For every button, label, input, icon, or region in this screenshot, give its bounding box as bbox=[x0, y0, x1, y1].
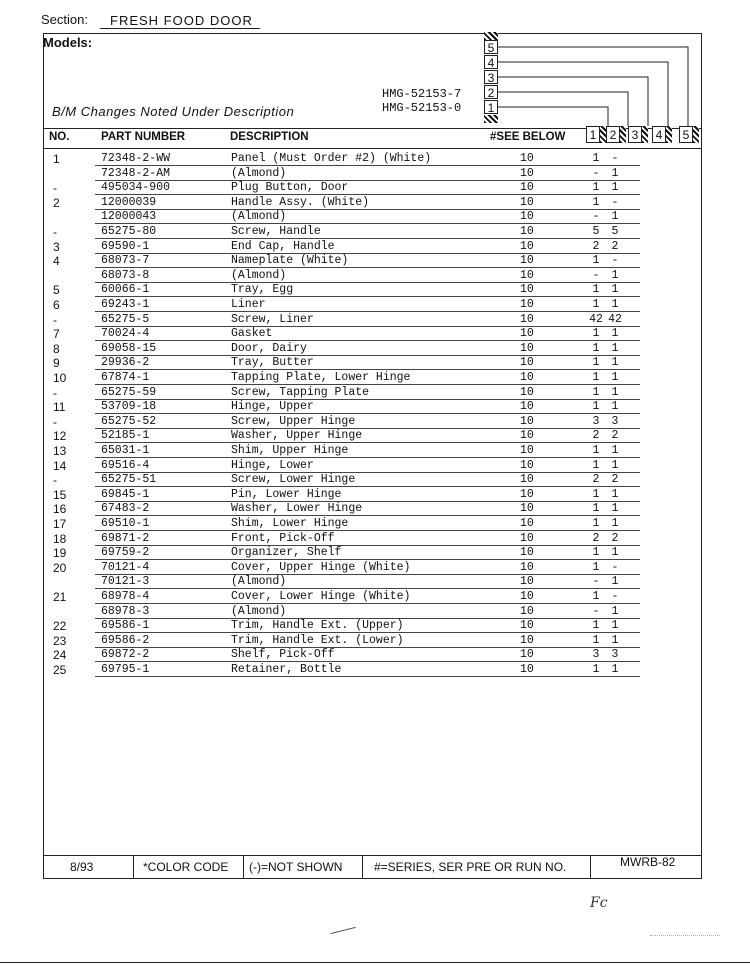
qty-series-2: 1 bbox=[611, 546, 619, 560]
part-number: 67874-1 bbox=[101, 371, 150, 384]
qty-series-1: 42 bbox=[589, 312, 603, 326]
table-row bbox=[43, 444, 702, 459]
table-row bbox=[43, 502, 702, 517]
row-number: 2 bbox=[53, 195, 60, 210]
table-row bbox=[43, 313, 702, 328]
col-head-see: #SEE BELOW bbox=[490, 131, 566, 143]
qty-series-2: 1 bbox=[611, 385, 619, 399]
table-row bbox=[43, 605, 702, 620]
part-number: 12000039 bbox=[101, 195, 157, 209]
table-row bbox=[43, 488, 702, 503]
qty-series-1: 1 bbox=[592, 633, 600, 647]
part-number: 69516-4 bbox=[101, 458, 150, 472]
qty-series-1: 2 bbox=[592, 531, 600, 545]
qty-series-1: 1 bbox=[592, 371, 600, 384]
row-number: - bbox=[53, 181, 57, 196]
part-number: 68978-3 bbox=[101, 604, 150, 618]
table-row bbox=[43, 298, 702, 313]
see-below: 10 bbox=[520, 590, 534, 603]
series-col-hatch bbox=[666, 126, 672, 143]
table-row bbox=[43, 371, 702, 386]
description: Washer, Upper Hinge bbox=[231, 429, 363, 443]
series-box-5: 5 bbox=[484, 40, 498, 54]
description: Organizer, Shelf bbox=[231, 546, 342, 560]
part-number: 53709-18 bbox=[101, 400, 157, 414]
qty-series-1: 1 bbox=[592, 517, 600, 530]
description: Shim, Lower Hinge bbox=[231, 517, 349, 530]
qty-series-1: - bbox=[592, 575, 600, 589]
part-number: 68073-8 bbox=[101, 268, 150, 282]
handwritten-note: Fc bbox=[590, 895, 608, 911]
qty-series-2: 2 bbox=[611, 429, 619, 443]
description: Pin, Lower Hinge bbox=[231, 487, 342, 501]
row-number: 1 bbox=[53, 152, 60, 166]
see-below: 10 bbox=[520, 239, 534, 253]
part-number: 68978-4 bbox=[101, 590, 150, 603]
table-row bbox=[43, 356, 702, 371]
footer-not-shown: (-)=NOT SHOWN bbox=[249, 860, 343, 874]
series-box-1: 1 bbox=[484, 100, 498, 114]
table-row bbox=[43, 429, 702, 444]
see-below: 10 bbox=[520, 225, 534, 238]
row-number: 15 bbox=[53, 487, 67, 502]
qty-series-1: - bbox=[592, 210, 600, 224]
part-number: 29936-2 bbox=[101, 356, 150, 370]
row-underline bbox=[95, 676, 640, 677]
description: Cover, Upper Hinge (White) bbox=[231, 560, 411, 574]
qty-series-1: 1 bbox=[592, 400, 600, 414]
qty-series-2: 1 bbox=[611, 517, 619, 530]
description: Hinge, Lower bbox=[231, 458, 314, 472]
table-row bbox=[43, 663, 702, 678]
see-below: 10 bbox=[520, 268, 534, 282]
qty-series-2: 1 bbox=[611, 575, 619, 589]
section-value: FRESH FOOD DOOR bbox=[110, 13, 253, 28]
part-number: 69845-1 bbox=[101, 487, 150, 501]
qty-series-1: 5 bbox=[592, 225, 600, 238]
table-row bbox=[43, 575, 702, 590]
table-row bbox=[43, 619, 702, 634]
see-below: 10 bbox=[520, 429, 534, 443]
qty-series-1: 1 bbox=[592, 298, 600, 311]
row-number: 10 bbox=[53, 371, 67, 385]
qty-series-1: 1 bbox=[592, 663, 600, 676]
footer-doc-code: MWRB-82 bbox=[620, 855, 676, 869]
faint-mark bbox=[650, 935, 720, 936]
qty-series-2: 1 bbox=[611, 444, 619, 457]
row-number: 11 bbox=[53, 400, 66, 415]
qty-series-2: 1 bbox=[611, 487, 619, 501]
table-row bbox=[43, 283, 702, 298]
table-row bbox=[43, 152, 702, 167]
qty-series-2: 1 bbox=[611, 371, 619, 384]
qty-series-2: 2 bbox=[611, 239, 619, 253]
qty-series-1: 2 bbox=[592, 239, 600, 253]
qty-series-1: 2 bbox=[592, 429, 600, 443]
qty-series-2: 1 bbox=[611, 400, 619, 414]
see-below: 10 bbox=[520, 152, 534, 165]
table-row bbox=[43, 634, 702, 649]
description: Liner bbox=[231, 298, 266, 311]
part-number: 68073-7 bbox=[101, 254, 150, 268]
qty-series-2: 1 bbox=[611, 327, 619, 341]
row-number: - bbox=[53, 414, 57, 429]
table-row bbox=[43, 240, 702, 255]
part-number: 70024-4 bbox=[101, 327, 150, 341]
qty-series-2: 1 bbox=[611, 283, 619, 297]
qty-series-2: 1 bbox=[611, 502, 619, 516]
table-row bbox=[43, 561, 702, 576]
qty-series-1: 1 bbox=[592, 458, 600, 472]
description: Shelf, Pick-Off bbox=[231, 648, 335, 662]
table-row bbox=[43, 210, 702, 225]
qty-series-2: 42 bbox=[608, 312, 622, 326]
description: Trim, Handle Ext. (Upper) bbox=[231, 619, 404, 633]
description: Shim, Upper Hinge bbox=[231, 444, 349, 457]
part-number: 65275-5 bbox=[101, 312, 150, 326]
part-number: 495034-900 bbox=[101, 181, 171, 195]
footer-divider bbox=[243, 855, 244, 879]
description: Screw, Lower Hinge bbox=[231, 473, 356, 487]
qty-series-2: 2 bbox=[611, 473, 619, 487]
part-number: 72348-2-WW bbox=[101, 152, 171, 165]
part-number: 69872-2 bbox=[101, 648, 150, 662]
qty-series-2: 1 bbox=[611, 604, 619, 618]
row-number: 5 bbox=[53, 283, 60, 298]
series-col-4: 4 bbox=[652, 126, 666, 143]
qty-series-1: 3 bbox=[592, 414, 600, 428]
models-label: Models: bbox=[43, 35, 93, 50]
row-number: 3 bbox=[53, 239, 60, 254]
see-below: 10 bbox=[520, 546, 534, 560]
qty-series-2: - bbox=[611, 590, 619, 603]
series-col-2: 2 bbox=[606, 126, 620, 143]
description: (Almond) bbox=[231, 210, 287, 224]
description: Front, Pick-Off bbox=[231, 531, 335, 545]
see-below: 10 bbox=[520, 298, 534, 311]
see-below: 10 bbox=[520, 502, 534, 516]
row-number: 18 bbox=[53, 531, 67, 546]
row-number: 6 bbox=[53, 298, 60, 312]
description: Tray, Egg bbox=[231, 283, 294, 297]
see-below: 10 bbox=[520, 487, 534, 501]
see-below: 10 bbox=[520, 531, 534, 545]
col-head-desc: DESCRIPTION bbox=[230, 131, 309, 143]
qty-series-1: 2 bbox=[592, 473, 600, 487]
table-row bbox=[43, 269, 702, 284]
qty-series-2: 2 bbox=[611, 531, 619, 545]
see-below: 10 bbox=[520, 648, 534, 662]
table-row bbox=[43, 386, 702, 401]
part-number: 69871-2 bbox=[101, 531, 150, 545]
see-below: 10 bbox=[520, 633, 534, 647]
row-number: 14 bbox=[53, 458, 67, 473]
description: Panel (Must Order #2) (White) bbox=[231, 152, 432, 165]
see-below: 10 bbox=[520, 619, 534, 633]
row-number: 21 bbox=[53, 590, 67, 604]
description: Tray, Butter bbox=[231, 356, 314, 370]
row-number: 22 bbox=[53, 619, 67, 634]
part-number: 67483-2 bbox=[101, 502, 150, 516]
footer-rule bbox=[43, 855, 702, 856]
description: Screw, Tapping Plate bbox=[231, 385, 370, 399]
qty-series-1: 1 bbox=[592, 385, 600, 399]
part-number: 60066-1 bbox=[101, 283, 150, 297]
table-row bbox=[43, 473, 702, 488]
table-row bbox=[43, 181, 702, 196]
qty-series-2: 1 bbox=[611, 181, 619, 195]
part-number: 65275-80 bbox=[101, 225, 157, 238]
part-number: 69058-15 bbox=[101, 341, 157, 355]
see-below: 10 bbox=[520, 458, 534, 472]
table-row bbox=[43, 517, 702, 532]
qty-series-2: 1 bbox=[611, 663, 619, 676]
description: Screw, Upper Hinge bbox=[231, 414, 356, 428]
see-below: 10 bbox=[520, 400, 534, 414]
see-below: 10 bbox=[520, 181, 534, 195]
row-number: - bbox=[53, 473, 57, 488]
qty-series-1: 1 bbox=[592, 195, 600, 209]
description: (Almond) bbox=[231, 268, 287, 282]
footer-series-note: #=SERIES, SER PRE OR RUN NO. bbox=[374, 860, 567, 874]
model-code-series-1: HMG-52153-0 bbox=[382, 101, 462, 115]
qty-series-2: 1 bbox=[611, 210, 619, 224]
description: Hinge, Upper bbox=[231, 400, 314, 414]
qty-series-1: 1 bbox=[592, 590, 600, 603]
table-row bbox=[43, 196, 702, 211]
qty-series-2: 1 bbox=[611, 356, 619, 370]
series-col-5: 5 bbox=[679, 126, 693, 143]
description: (Almond) bbox=[231, 575, 287, 589]
footer-color-code: *COLOR CODE bbox=[143, 860, 229, 874]
qty-series-2: 1 bbox=[611, 633, 619, 647]
series-col-hatch bbox=[693, 126, 699, 143]
table-row bbox=[43, 532, 702, 547]
table-row bbox=[43, 546, 702, 561]
table-row bbox=[43, 400, 702, 415]
see-below: 10 bbox=[520, 210, 534, 224]
description: (Almond) bbox=[231, 604, 287, 618]
series-box-2: 2 bbox=[484, 85, 498, 99]
see-below: 10 bbox=[520, 385, 534, 399]
see-below: 10 bbox=[520, 473, 534, 487]
part-number: 69759-2 bbox=[101, 546, 150, 560]
description: Screw, Liner bbox=[231, 312, 314, 326]
qty-series-2: - bbox=[611, 560, 619, 574]
row-number: 25 bbox=[53, 663, 67, 677]
series-col-hatch bbox=[620, 126, 626, 143]
section-label: Section: bbox=[41, 12, 88, 27]
qty-series-2: 1 bbox=[611, 268, 619, 282]
row-number: - bbox=[53, 225, 57, 239]
row-number: 13 bbox=[53, 444, 67, 458]
table-row bbox=[43, 648, 702, 663]
series-col-1: 1 bbox=[586, 126, 600, 143]
part-number: 12000043 bbox=[101, 210, 157, 224]
row-number: 4 bbox=[53, 254, 60, 269]
row-number: 7 bbox=[53, 327, 60, 342]
description: Gasket bbox=[231, 327, 273, 341]
row-number: 8 bbox=[53, 341, 60, 356]
qty-series-1: 1 bbox=[592, 254, 600, 268]
qty-series-1: 1 bbox=[592, 327, 600, 341]
footer-date: 8/93 bbox=[70, 860, 94, 874]
header-bottom-rule bbox=[43, 148, 702, 149]
qty-series-2: 1 bbox=[611, 458, 619, 472]
table-row bbox=[43, 225, 702, 240]
part-number: 70121-4 bbox=[101, 560, 150, 574]
qty-series-2: - bbox=[611, 195, 619, 209]
row-number: 19 bbox=[53, 546, 67, 561]
qty-series-1: 1 bbox=[592, 283, 600, 297]
qty-series-1: 1 bbox=[592, 152, 600, 165]
see-below: 10 bbox=[520, 312, 534, 326]
qty-series-1: 1 bbox=[592, 560, 600, 574]
table-row bbox=[43, 254, 702, 269]
col-head-no: NO. bbox=[49, 131, 70, 143]
description: Nameplate (White) bbox=[231, 254, 349, 268]
qty-series-1: 1 bbox=[592, 619, 600, 633]
see-below: 10 bbox=[520, 327, 534, 341]
see-below: 10 bbox=[520, 575, 534, 589]
part-number: 52185-1 bbox=[101, 429, 150, 443]
table-row bbox=[43, 415, 702, 430]
description: Handle Assy. (White) bbox=[231, 195, 370, 209]
row-number: - bbox=[53, 385, 57, 400]
qty-series-2: 3 bbox=[611, 648, 619, 662]
see-below: 10 bbox=[520, 356, 534, 370]
qty-series-2: - bbox=[611, 152, 619, 165]
qty-series-1: 1 bbox=[592, 546, 600, 560]
see-below: 10 bbox=[520, 166, 534, 180]
description: (Almond) bbox=[231, 166, 287, 180]
part-number: 69795-1 bbox=[101, 663, 150, 676]
table-row bbox=[43, 459, 702, 474]
bm-changes-note: B/M Changes Noted Under Description bbox=[52, 104, 295, 119]
col-head-part: PART NUMBER bbox=[101, 131, 186, 143]
description: Plug Button, Door bbox=[231, 181, 349, 195]
qty-series-2: 5 bbox=[611, 225, 619, 238]
part-number: 69590-1 bbox=[101, 239, 150, 253]
page-bottom-rule bbox=[0, 962, 750, 963]
see-below: 10 bbox=[520, 254, 534, 268]
description: Washer, Lower Hinge bbox=[231, 502, 363, 516]
qty-series-2: 1 bbox=[611, 341, 619, 355]
part-number: 69243-1 bbox=[101, 298, 150, 311]
part-number: 65031-1 bbox=[101, 444, 150, 457]
see-below: 10 bbox=[520, 663, 534, 676]
qty-series-2: - bbox=[611, 254, 619, 268]
see-below: 10 bbox=[520, 341, 534, 355]
part-number: 65275-51 bbox=[101, 473, 157, 487]
part-number: 65275-52 bbox=[101, 414, 157, 428]
description: End Cap, Handle bbox=[231, 239, 335, 253]
qty-series-1: - bbox=[592, 604, 600, 618]
series-col-hatch bbox=[642, 126, 648, 143]
see-below: 10 bbox=[520, 560, 534, 574]
see-below: 10 bbox=[520, 444, 534, 457]
qty-series-1: 1 bbox=[592, 341, 600, 355]
description: Retainer, Bottle bbox=[231, 663, 342, 676]
series-box-3: 3 bbox=[484, 70, 498, 84]
qty-series-1: - bbox=[592, 268, 600, 282]
see-below: 10 bbox=[520, 195, 534, 209]
part-number: 69586-2 bbox=[101, 633, 150, 647]
description: Trim, Handle Ext. (Lower) bbox=[231, 633, 404, 647]
see-below: 10 bbox=[520, 604, 534, 618]
table-row bbox=[43, 327, 702, 342]
qty-series-1: 3 bbox=[592, 648, 600, 662]
footer-divider bbox=[362, 855, 363, 879]
part-number: 65275-59 bbox=[101, 385, 157, 399]
description: Door, Dairy bbox=[231, 341, 307, 355]
qty-series-1: 1 bbox=[592, 444, 600, 457]
see-below: 10 bbox=[520, 371, 534, 384]
series-box-4: 4 bbox=[484, 55, 498, 69]
row-number: - bbox=[53, 312, 57, 327]
part-number: 69586-1 bbox=[101, 619, 150, 633]
series-col-3: 3 bbox=[628, 126, 642, 143]
part-number: 70121-3 bbox=[101, 575, 150, 589]
see-below: 10 bbox=[520, 517, 534, 530]
qty-series-1: 1 bbox=[592, 502, 600, 516]
row-number: 24 bbox=[53, 648, 67, 663]
row-number: 20 bbox=[53, 560, 67, 575]
description: Cover, Lower Hinge (White) bbox=[231, 590, 411, 603]
table-row bbox=[43, 167, 702, 182]
part-number: 69510-1 bbox=[101, 517, 150, 530]
row-number: 12 bbox=[53, 429, 67, 444]
qty-series-1: 1 bbox=[592, 181, 600, 195]
see-below: 10 bbox=[520, 414, 534, 428]
model-code-series-2: HMG-52153-7 bbox=[382, 87, 462, 101]
qty-series-1: 1 bbox=[592, 487, 600, 501]
footer-divider bbox=[590, 855, 591, 879]
row-number: 23 bbox=[53, 633, 67, 648]
qty-series-2: 1 bbox=[611, 619, 619, 633]
qty-series-1: - bbox=[592, 166, 600, 180]
qty-series-2: 1 bbox=[611, 298, 619, 311]
description: Tapping Plate, Lower Hinge bbox=[231, 371, 411, 384]
row-number: 9 bbox=[53, 356, 60, 371]
qty-series-2: 1 bbox=[611, 166, 619, 180]
row-number: 17 bbox=[53, 517, 67, 531]
row-number: 16 bbox=[53, 502, 67, 517]
description: Screw, Handle bbox=[231, 225, 321, 238]
see-below: 10 bbox=[520, 283, 534, 297]
part-number: 72348-2-AM bbox=[101, 166, 171, 180]
table-row bbox=[43, 342, 702, 357]
qty-series-2: 3 bbox=[611, 414, 619, 428]
footer-divider bbox=[133, 855, 134, 879]
table-row bbox=[43, 590, 702, 605]
qty-series-1: 1 bbox=[592, 356, 600, 370]
pen-mark bbox=[330, 927, 355, 934]
